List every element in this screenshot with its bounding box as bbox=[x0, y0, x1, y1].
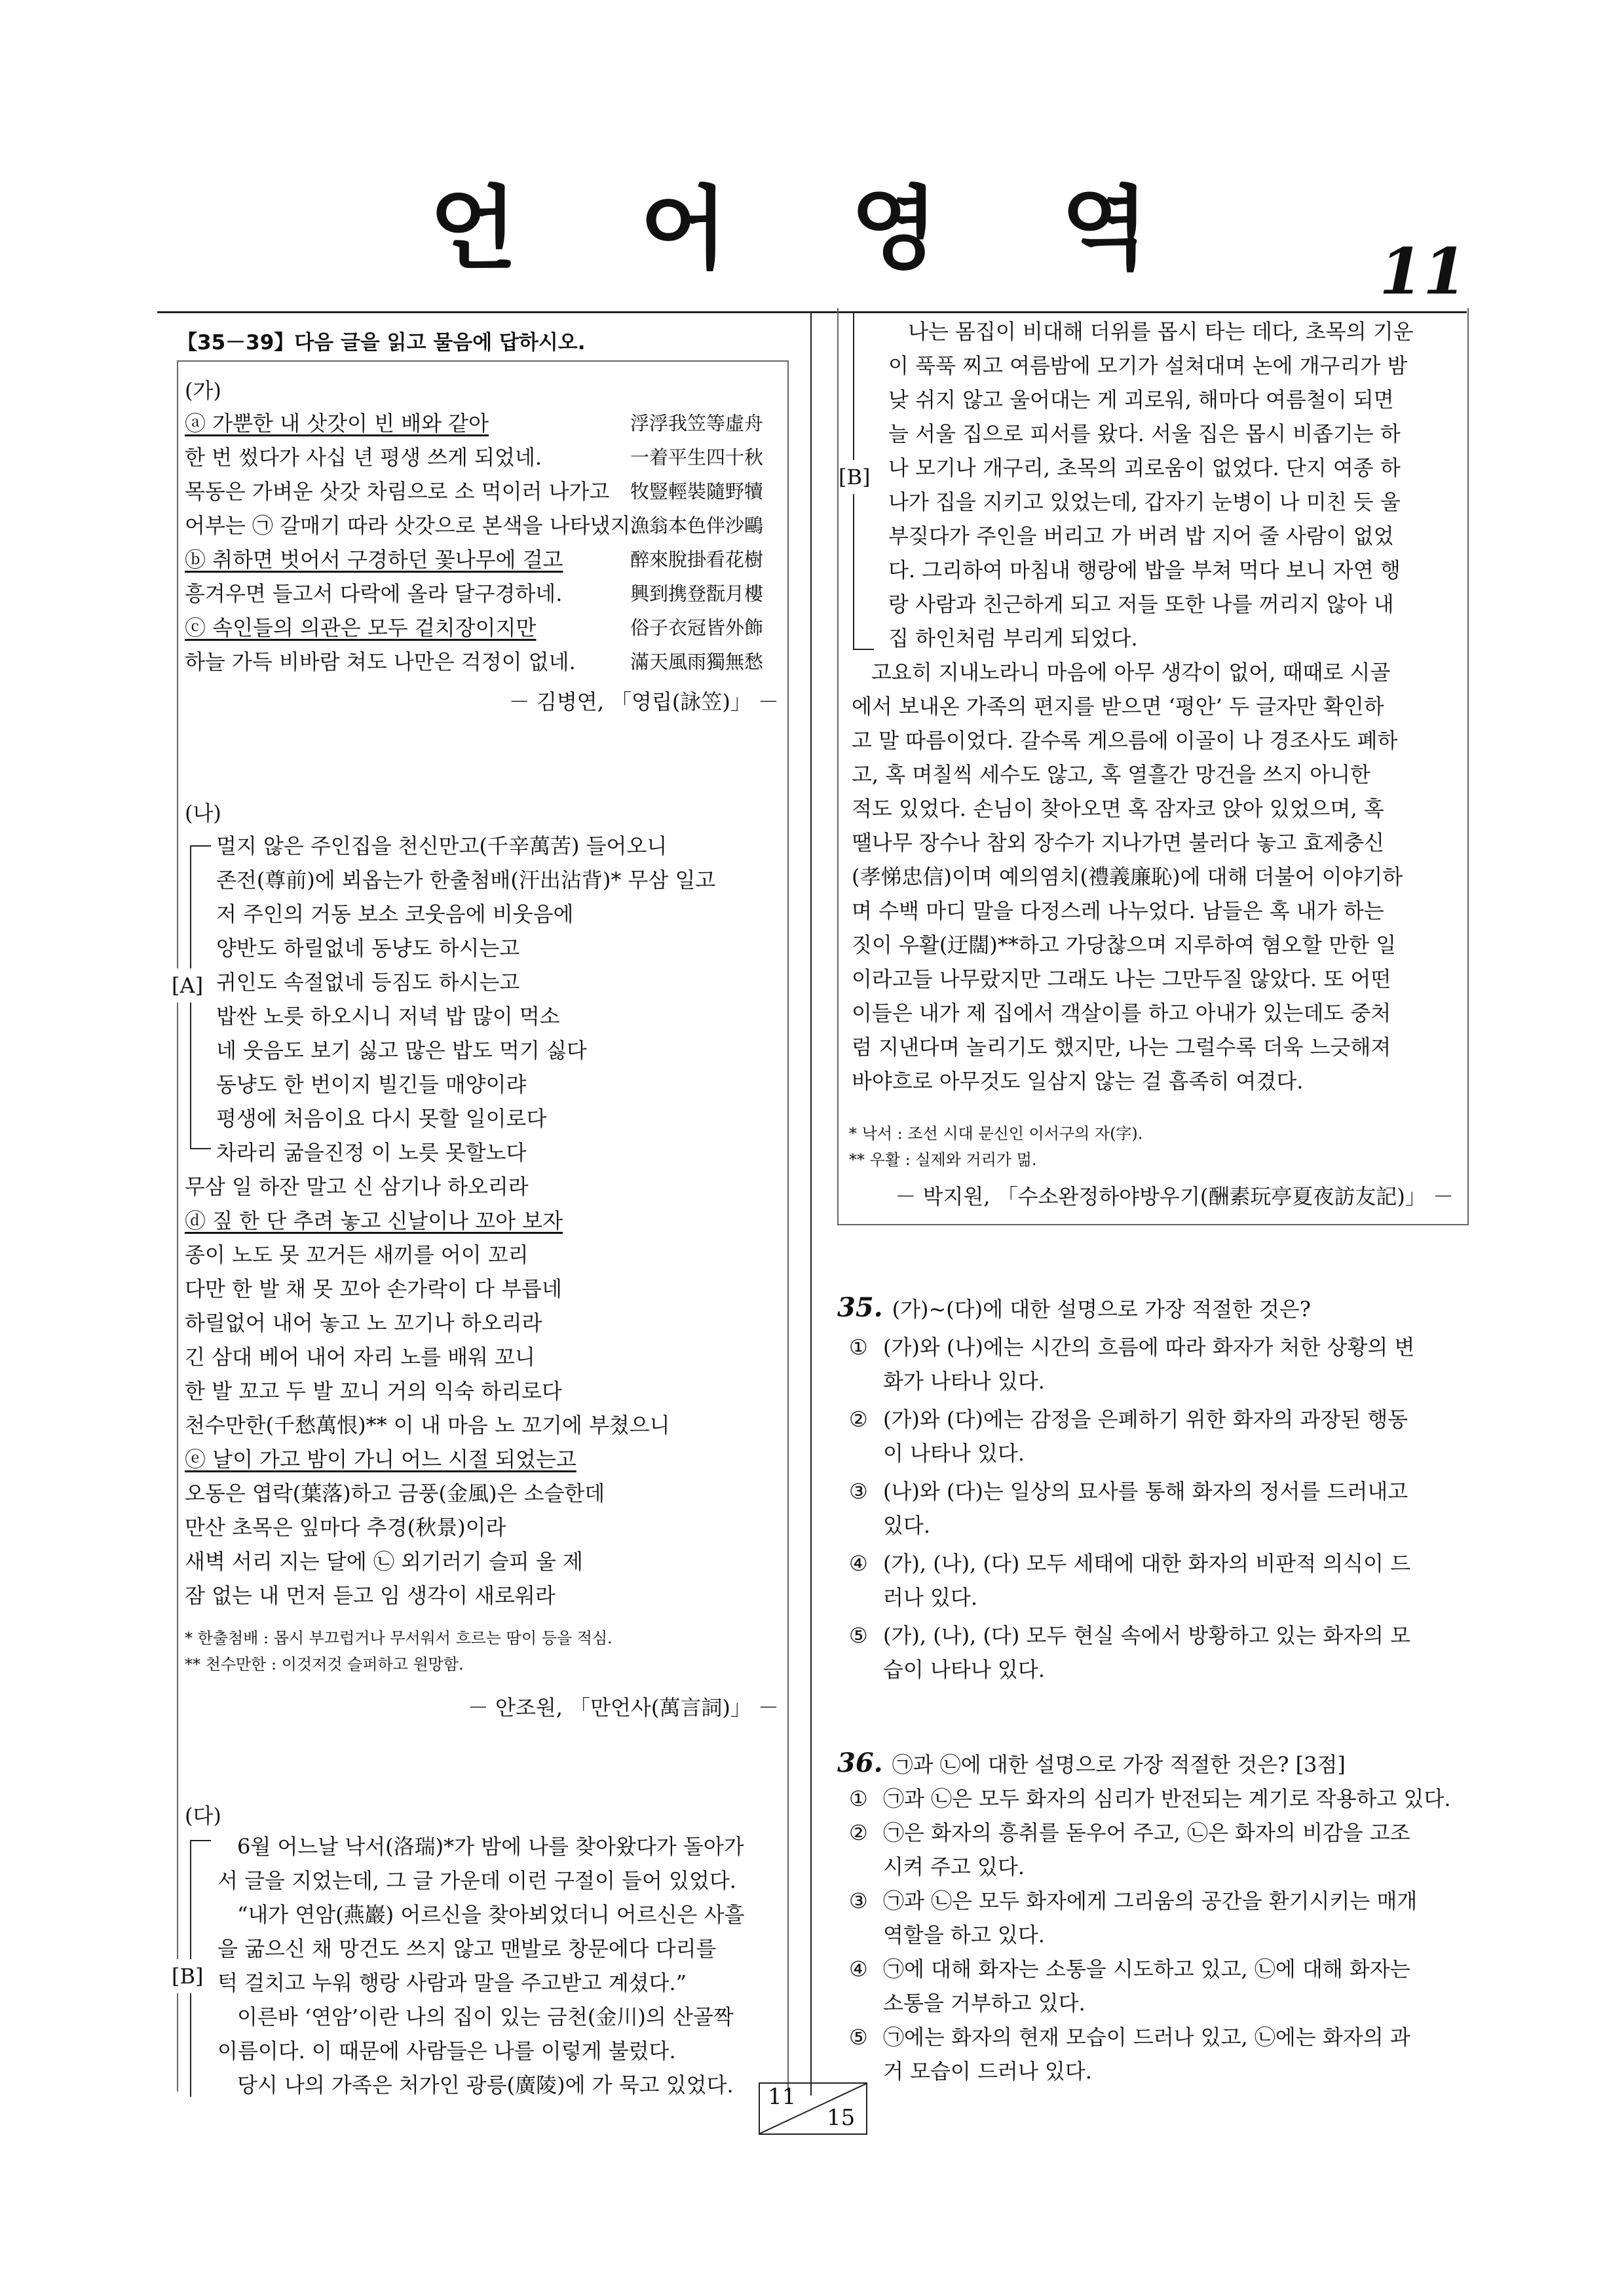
poem-line-korean: 흥겨우면 들고서 다락에 올라 달구경하네. bbox=[185, 581, 563, 606]
prose-line: 이라고들 나무랐지만 그래도 나는 그만두질 않았다. 또 어떤 bbox=[852, 966, 1391, 991]
passage-da-source: － 박지원, 「수소완정하야방우기(酬素玩亭夏夜訪友記)」 － bbox=[895, 1184, 1454, 1209]
poem-line: 동냥도 한 번이지 빌긴들 매양이랴 bbox=[216, 1072, 527, 1097]
poem-line: 귀인도 속절없네 등짐도 하시는고 bbox=[216, 970, 520, 995]
prose-line: 이른바 ‘연암’이란 나의 집이 있는 금천(金川)의 산골짝 bbox=[237, 2004, 734, 2029]
poem-line-korean: ⓒ 속인들의 의관은 모두 겉치장이지만 bbox=[185, 615, 537, 640]
passage-na-label: (나) bbox=[185, 801, 221, 826]
poem-line: 평생에 처음이요 다시 못할 일이로다 bbox=[216, 1106, 547, 1131]
prose-line: 짓이 우활(迂闊)**하고 가당찮으며 지루하여 혐오할 만한 일 bbox=[852, 932, 1397, 957]
question-text: (가)~(다)에 대한 설명으로 가장 적절한 것은? bbox=[892, 1297, 1311, 1322]
option-text: ㉠에는 화자의 현재 모습이 드러나 있고, ㉡에는 화자의 과 bbox=[883, 2025, 1410, 2050]
prose-line: 땔나무 장수나 참외 장수가 지나가면 불러다 놓고 효제충신 bbox=[852, 830, 1385, 855]
poem-line bbox=[185, 474, 774, 508]
option-text: 거 모습이 드러나 있다. bbox=[883, 2059, 1092, 2084]
prose-line: 부짖다가 주인을 버리고 가 버려 밥 지어 줄 사람이 없었 bbox=[888, 524, 1394, 548]
prose-line: 6월 어느날 낙서(洛瑞)*가 밤에 나를 찾아왔다가 돌아가 bbox=[237, 1834, 744, 1859]
question-number: 36. bbox=[837, 1748, 883, 1778]
poem-line-korean: 어부는 ㉠ 갈매기 따라 삿갓으로 본색을 나타냈지. bbox=[185, 513, 637, 538]
instruction: 【35－39】다음 글을 읽고 물음에 답하시오. bbox=[177, 331, 586, 354]
prose-line: 고, 혹 며칠씩 세수도 않고, 혹 열흘간 망건을 쓰지 아니한 bbox=[852, 762, 1370, 787]
passage-na-source: － 안조원, 「만언사(萬言詞)」 － bbox=[467, 1695, 779, 1720]
page-number: 11 bbox=[1379, 235, 1467, 309]
answer-option[interactable] bbox=[837, 1402, 1466, 1470]
option-mark: ① bbox=[849, 1786, 868, 1811]
option-mark: ③ bbox=[849, 1888, 868, 1913]
option-text: (가)와 (다)에는 감정을 은폐하기 위한 화자의 과장된 행동 bbox=[883, 1407, 1408, 1432]
poem-line: 차라리 굶을진정 이 노릇 못할노다 bbox=[216, 1140, 527, 1165]
poem-line-korean: ⓑ 취하면 벗어서 구경하던 꽃나무에 걸고 bbox=[185, 547, 563, 572]
poem-line: 다만 한 발 채 못 꼬아 손가락이 다 부릅네 bbox=[185, 1276, 562, 1301]
poem-line-hanja: 俗子衣冠皆外飾 bbox=[630, 617, 764, 639]
poem-line bbox=[185, 645, 774, 679]
poem-line-hanja: 興到携登翫月樓 bbox=[630, 583, 764, 605]
option-mark: ④ bbox=[849, 1551, 868, 1576]
prose-line: 바야흐로 아무것도 일삼지 않는 걸 흡족히 여겼다. bbox=[852, 1069, 1304, 1094]
option-text: 있다. bbox=[883, 1513, 930, 1538]
option-text: 화가 나타나 있다. bbox=[883, 1369, 1045, 1394]
prose-line: 럼 지낸다며 놀리기도 했지만, 나는 그럴수록 더욱 느긋해져 bbox=[852, 1035, 1391, 1060]
option-text: 러나 있다. bbox=[883, 1585, 977, 1610]
page-counter-total: 15 bbox=[827, 2105, 856, 2131]
option-mark: ④ bbox=[849, 1957, 868, 1981]
passage-ga-source: － 김병연, 「영립(詠笠)」 － bbox=[508, 689, 779, 714]
passage-na bbox=[185, 829, 774, 1613]
answer-option[interactable] bbox=[837, 1952, 1466, 2020]
option-text: 습이 나타나 있다. bbox=[883, 1657, 1045, 1682]
poem-line: 만산 초목은 잎마다 추경(秋景)이라 bbox=[185, 1515, 506, 1540]
option-mark: ② bbox=[849, 1820, 868, 1845]
option-text: (가), (나), (다) 모두 세태에 대한 화자의 비판적 의식이 드 bbox=[883, 1551, 1411, 1576]
option-text: 소통을 거부하고 있다. bbox=[883, 1991, 1086, 2016]
poem-line: 잠 없는 내 먼저 듣고 임 생각이 새로워라 bbox=[185, 1583, 556, 1608]
option-text: ㉠과 ㉡은 모두 화자에게 그리움의 공간을 환기시키는 매개 bbox=[883, 1888, 1418, 1913]
prose-line: 나는 몸집이 비대해 더위를 몹시 타는 데다, 초목의 기운 bbox=[908, 319, 1414, 344]
prose-line: 고 말 따름이었다. 갈수록 게으름에 이골이 나 경조사도 폐하 bbox=[852, 728, 1398, 753]
poem-line bbox=[185, 543, 774, 577]
option-text: 역할을 하고 있다. bbox=[883, 1923, 1045, 1947]
prose-line: 당시 나의 가족은 처가인 광릉(廣陵)에 가 묵고 있었다. bbox=[237, 2073, 734, 2097]
poem-line-hanja: 漁翁本色伴沙鷗 bbox=[630, 514, 764, 537]
answer-option[interactable] bbox=[837, 1330, 1466, 1398]
passage-da-label: (다) bbox=[185, 1803, 221, 1828]
option-mark: ③ bbox=[849, 1479, 868, 1504]
prose-line: 을 굶으신 채 망건도 쓰지 않고 맨발로 창문에다 다리를 bbox=[217, 1936, 717, 1961]
answer-option[interactable] bbox=[837, 1816, 1466, 1884]
poem-line: 존전(尊前)에 뵈옵는가 한출첨배(汗出沾背)* 무삼 일고 bbox=[216, 868, 716, 892]
poem-line: 하릴없어 내어 놓고 노 꼬기나 하오리라 bbox=[185, 1311, 542, 1335]
passage-da-right-bracket bbox=[888, 315, 1456, 655]
question-text: ㉠과 ㉡에 대한 설명으로 가장 적절한 것은? [3점] bbox=[892, 1752, 1346, 1777]
poem-line: ⓓ 짚 한 단 추려 놓고 신날이나 꼬아 보자 bbox=[185, 1208, 563, 1233]
poem-line-hanja: 一着平生四十秋 bbox=[630, 446, 764, 469]
question-36 bbox=[837, 1746, 1466, 2088]
footnote: ** 우활 : 실제와 거리가 멂. bbox=[849, 1151, 1037, 1169]
poem-line: 새벽 서리 지는 달에 ㉡ 외기러기 슬피 울 제 bbox=[185, 1549, 583, 1574]
bracket-b-label-right: [B] bbox=[839, 460, 870, 494]
poem-line-korean: 하늘 가득 비바람 쳐도 나만은 걱정이 없네. bbox=[185, 649, 576, 674]
answer-option[interactable] bbox=[837, 1474, 1466, 1542]
poem-line: 네 웃음도 보기 싫고 많은 밥도 먹기 싫다 bbox=[216, 1038, 587, 1063]
option-text: 시켜 주고 있다. bbox=[883, 1854, 1025, 1879]
prose-line: 고요히 지내노라니 마음에 아무 생각이 없어, 때때로 시골 bbox=[871, 660, 1391, 685]
footnote: * 낙서 : 조선 시대 문신인 이서구의 자(字). bbox=[849, 1124, 1143, 1143]
poem-line-korean: 목동은 가벼운 삿갓 차림으로 소 먹이러 나가고 bbox=[185, 479, 610, 504]
prose-line: 나가 집을 지키고 있었는데, 갑자기 눈병이 나 미친 듯 울 bbox=[888, 489, 1401, 514]
bracket-a-label: [A] bbox=[172, 968, 203, 1003]
poem-line-hanja: 滿天風雨獨無愁 bbox=[630, 651, 764, 673]
prose-line: 며 수백 마디 말을 다정스레 나누었다. 남들은 혹 내가 하는 bbox=[852, 898, 1384, 923]
prose-line: 턱 걸치고 누워 행랑 사람과 말을 주고받고 계셨다.” bbox=[217, 1970, 687, 1995]
option-text: ㉠과 ㉡은 모두 화자의 심리가 반전되는 계기로 작용하고 있다. bbox=[883, 1786, 1451, 1811]
answer-option[interactable] bbox=[837, 1546, 1466, 1615]
option-text: (나)와 (다)는 일상의 묘사를 통해 화자의 정서를 드러내고 bbox=[883, 1479, 1408, 1504]
prose-line: 집 하인처럼 부리게 되었다. bbox=[888, 626, 1138, 651]
option-text: ㉠은 화자의 흥취를 돋우어 주고, ㉡은 화자의 비감을 고조 bbox=[883, 1820, 1410, 1845]
prose-line: 다. 그리하여 마침내 행랑에 밥을 부쳐 먹다 보니 자연 행 bbox=[888, 558, 1401, 583]
prose-line: 낮 쉬지 않고 울어대는 게 괴로워, 해마다 여름철이 되면 bbox=[888, 387, 1394, 412]
page-title: 언 어 영 역 bbox=[429, 176, 1195, 282]
poem-line-hanja: 牧豎輕裝隨野犢 bbox=[630, 480, 764, 503]
answer-option[interactable] bbox=[837, 1782, 1466, 1816]
poem-line-hanja: 浮浮我笠等虛舟 bbox=[630, 412, 764, 434]
footnote: ** 천수만한 : 이것저것 슬퍼하고 원망함. bbox=[185, 1655, 464, 1674]
option-mark: ① bbox=[849, 1335, 868, 1360]
prose-line: 적도 있었다. 손님이 찾아오면 혹 잠자코 앉아 있었으며, 혹 bbox=[852, 796, 1384, 821]
footnote: * 한출첨배 : 몹시 부끄럽거나 무서워서 흐르는 땀이 등을 적심. bbox=[185, 1629, 613, 1647]
poem-line: 양반도 하릴없네 동냥도 하시는고 bbox=[216, 936, 520, 961]
page-counter-current: 11 bbox=[768, 2084, 797, 2110]
question-stem bbox=[837, 1746, 1466, 1782]
answer-option[interactable] bbox=[837, 2020, 1466, 2088]
poem-line: 오동은 엽락(葉落)하고 금풍(金風)은 소슬한데 bbox=[185, 1481, 605, 1506]
prose-line: 늘 서울 집으로 피서를 왔다. 서울 집은 몹시 비좁기는 하 bbox=[888, 421, 1401, 446]
poem-line-korean: 한 번 썼다가 사십 년 평생 쓰게 되었네. bbox=[185, 445, 542, 470]
poem-line: ⓔ 날이 가고 밤이 가니 어느 시절 되었는고 bbox=[185, 1447, 576, 1472]
option-text: (가), (나), (다) 모두 현실 속에서 방황하고 있는 화자의 모 bbox=[883, 1623, 1411, 1648]
passage-da-right bbox=[852, 655, 1456, 1098]
poem-line: 천수만한(千愁萬恨)** 이 내 마음 노 꼬기에 부쳤으니 bbox=[185, 1413, 670, 1438]
poem-line: 저 주인의 거동 보소 코웃음에 비웃음에 bbox=[216, 902, 574, 927]
poem-line-korean: ⓐ 가뿐한 내 삿갓이 빈 배와 같아 bbox=[185, 411, 489, 436]
prose-line: 에서 보내온 가족의 편지를 받으면 ‘평안’ 두 글자만 확인하 bbox=[852, 694, 1384, 719]
answer-option[interactable] bbox=[837, 1618, 1466, 1687]
prose-line: 서 글을 지었는데, 그 글 가운데 이런 구절이 들어 있었다. bbox=[217, 1868, 736, 1893]
poem-line bbox=[185, 577, 774, 611]
prose-line: “내가 연암(燕巖) 어르신을 찾아뵈었더니 어르신은 사흘 bbox=[237, 1902, 745, 1927]
option-mark: ⑤ bbox=[849, 2025, 868, 2050]
prose-line: 랑 사람과 친근하게 되고 저들 또한 나를 꺼리지 않아 내 bbox=[888, 592, 1394, 617]
poem-line: 멀지 않은 주인집을 천신만고(千辛萬苦) 들어오니 bbox=[216, 833, 668, 858]
prose-line: 이들은 내가 제 집에서 객살이를 하고 아내가 있는데도 중처 bbox=[852, 1001, 1391, 1025]
passage-ga bbox=[185, 406, 774, 679]
passage-na-notes bbox=[185, 1625, 613, 1677]
prose-line: (孝悌忠信)이며 예의염치(禮義廉恥)에 대해 더불어 이야기하 bbox=[852, 864, 1403, 889]
prose-line: 나 모기나 개구리, 초목의 괴로움이 없었다. 단지 여종 하 bbox=[888, 455, 1401, 480]
poem-line: 종이 노도 못 꼬거든 새끼를 어이 꼬리 bbox=[185, 1242, 529, 1267]
poem-line bbox=[185, 508, 774, 543]
poem-line-hanja: 醉來脫掛看花樹 bbox=[630, 548, 764, 571]
poem-line bbox=[185, 440, 774, 474]
bracket-b-label-left: [B] bbox=[172, 1959, 203, 1993]
option-text: 이 나타나 있다. bbox=[883, 1441, 1025, 1466]
column-divider bbox=[810, 313, 812, 2095]
passage-ga-label: (가) bbox=[185, 378, 221, 403]
question-stem bbox=[837, 1291, 1466, 1326]
poem-line bbox=[185, 611, 774, 645]
prose-line: 이름이다. 이 때문에 사람들은 나를 이렇게 불렀다. bbox=[217, 2038, 676, 2063]
poem-line bbox=[185, 406, 774, 440]
answer-option[interactable] bbox=[837, 1884, 1466, 1952]
question-number: 35. bbox=[837, 1292, 883, 1323]
option-text: ㉠에 대해 화자는 소통을 시도하고 있고, ㉡에 대해 화자는 bbox=[883, 1957, 1410, 1981]
option-mark: ② bbox=[849, 1407, 868, 1432]
poem-line: 무삼 일 하잔 말고 신 삼기나 하오리라 bbox=[185, 1174, 529, 1199]
option-mark: ⑤ bbox=[849, 1623, 868, 1648]
question-35 bbox=[837, 1291, 1466, 1687]
poem-line: 긴 삼대 베어 내어 자리 노를 배워 꼬니 bbox=[185, 1345, 535, 1369]
option-text: (가)와 (나)에는 시간의 흐름에 따라 화자가 처한 상황의 변 bbox=[883, 1335, 1415, 1360]
passage-da-left bbox=[217, 1829, 782, 2102]
poem-line: 한 발 꼬고 두 발 꼬니 거의 익숙 하리로다 bbox=[185, 1379, 562, 1404]
poem-line: 밥싼 노릇 하오시니 저녁 밥 많이 먹소 bbox=[216, 1004, 560, 1029]
passage-da-notes bbox=[849, 1120, 1142, 1173]
prose-line: 이 푹푹 찌고 여름밤에 모기가 설쳐대며 논에 개구리가 밤 bbox=[888, 353, 1408, 378]
